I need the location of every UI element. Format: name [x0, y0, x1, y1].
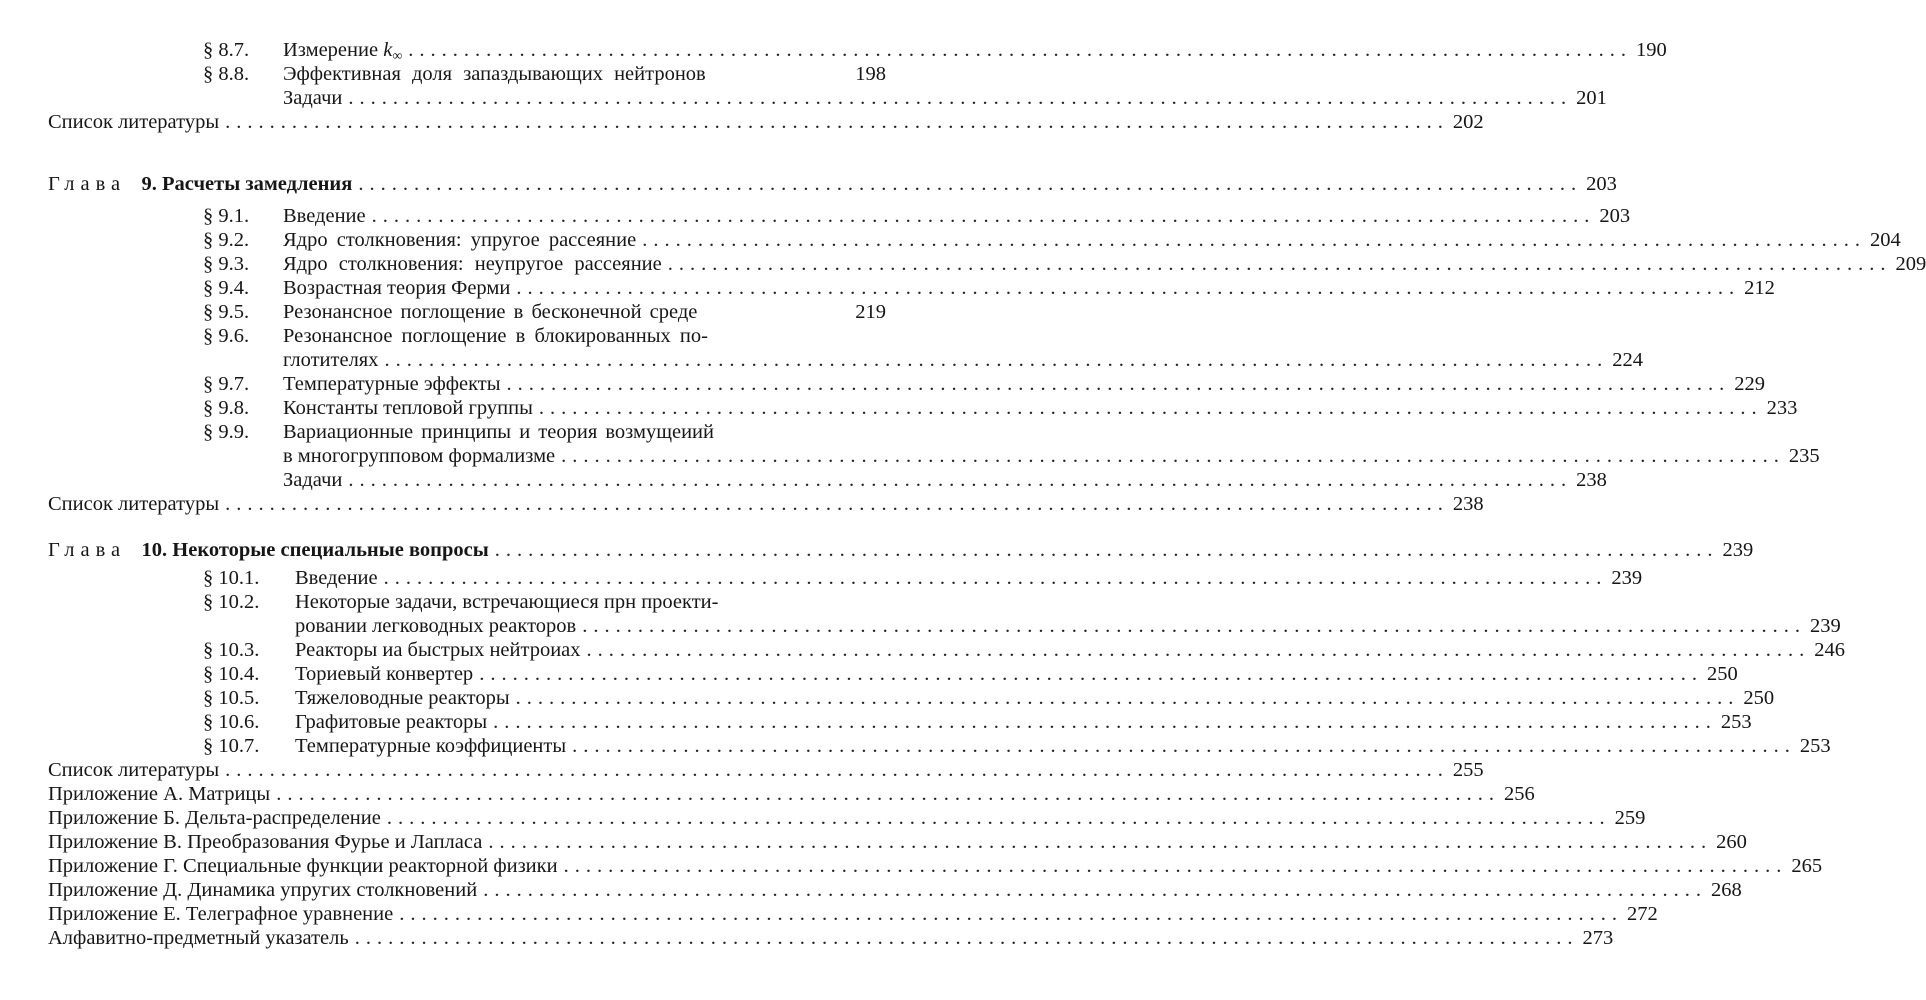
toc-entry-8-7 — [203, 38, 1667, 64]
leader-dots: .............................................................................................................. — [667, 253, 1892, 275]
leader-dots: .............................................................................................................. — [276, 783, 1500, 805]
toc-label: § 9.5. Резонансное поглощение в бесконечной среде — [203, 301, 698, 323]
toc-label: в многогрупповом формализме — [283, 445, 556, 467]
toc-label: § 9.8. Константы тепловой группы — [203, 397, 533, 419]
toc-label: § 8.7. Измерение $k_\infty$ — [203, 39, 403, 64]
toc-label: § 9.7. Температурные эффекты — [203, 373, 501, 395]
toc-entry-appendix-g — [48, 854, 1823, 878]
page-number: 203 — [1586, 173, 1617, 195]
leader-dots: .............................................................................................................. — [516, 277, 1741, 299]
leader-dots: .............................................................................................................. — [494, 539, 1719, 561]
page-number: 204 — [1869, 229, 1901, 251]
toc-entry-10-6 — [203, 710, 1752, 734]
toc-label: ровании легководных реакторов — [295, 615, 577, 637]
leader-dots: .............................................................................................................. — [384, 349, 1609, 371]
page-number: 268 — [1710, 879, 1742, 901]
toc-entry-9-5 — [203, 300, 886, 324]
leader-dots: .............................................................................................................. — [348, 469, 1573, 491]
toc-label: Задачи — [283, 469, 343, 491]
page-number: 239 — [1722, 539, 1754, 561]
toc-entry-10-2-cont — [295, 614, 1841, 638]
toc-label: § 9.6. Резонансное поглощение в блокированных по- — [203, 325, 708, 347]
page-number: 250 — [1706, 663, 1738, 685]
leader-dots: .............................................................................................................. — [358, 173, 1583, 195]
leader-dots: .............................................................................................................. — [582, 615, 1806, 637]
page-number: 190 — [1636, 39, 1667, 61]
toc-label: § 9.2. Ядро столкновения: упругое рассеяние — [203, 229, 637, 251]
toc-label: Список литературы — [48, 111, 220, 133]
leader-dots: .............................................................................................................. — [642, 229, 1866, 251]
chapter-heading: Глава 10. Некоторые специальные вопросы — [48, 539, 489, 561]
toc-entry-appendix-d — [48, 878, 1742, 902]
toc-label: Приложение В. Преобразования Фурье и Лапласа — [48, 831, 483, 853]
page-number: 265 — [1791, 855, 1823, 877]
toc-entry-9-6 — [203, 324, 886, 348]
page-number: 212 — [1744, 277, 1775, 299]
page-number: 238 — [1576, 469, 1607, 491]
leader-dots: .............................................................................................................. — [586, 639, 1811, 661]
toc-entry-9-9-cont — [283, 444, 1820, 468]
page-number: 253 — [1720, 711, 1752, 733]
page-number: 219 — [855, 301, 886, 323]
leader-dots: .............................................................................................................. — [493, 711, 1717, 733]
leader-dots: .............................................................................................................. — [561, 445, 1785, 467]
toc-label: Приложение Г. Специальные функции реакторной физики — [48, 855, 558, 877]
page-number: 203 — [1599, 205, 1631, 227]
toc-entry-references-8 — [48, 110, 1484, 134]
toc-label: Список литературы — [48, 493, 220, 515]
toc-entry-9-7 — [203, 372, 1766, 396]
toc-entry-9-8 — [203, 396, 1798, 420]
toc-entry-10-4 — [203, 662, 1738, 686]
toc-entry-appendix-a — [48, 782, 1535, 806]
toc-entry-10-5 — [203, 686, 1775, 710]
page-number: 202 — [1452, 111, 1484, 133]
toc-label: § 9.3. Ядро столкновения: неупругое рассеяние — [203, 253, 662, 275]
toc-entry-tasks-8 — [283, 86, 1607, 110]
page-number: 198 — [855, 63, 886, 85]
toc-entry-10-1 — [203, 566, 1643, 590]
leader-dots: .............................................................................................................. — [354, 927, 1579, 949]
leader-dots: .............................................................................................................. — [572, 735, 1796, 757]
page-number: 229 — [1734, 373, 1766, 395]
page-number: 209 — [1895, 253, 1926, 275]
leader-dots: .............................................................................................................. — [483, 879, 1707, 901]
page-number: 239 — [1611, 567, 1643, 589]
leader-dots: .............................................................................................................. — [408, 39, 1633, 61]
leader-dots: .............................................................................................................. — [371, 205, 1596, 227]
toc-entry-10-7 — [203, 734, 1831, 758]
toc-chapter-10 — [48, 538, 1754, 562]
page-number: 238 — [1452, 493, 1484, 515]
page-number: 273 — [1582, 927, 1614, 949]
toc-label: § 10.5. Тяжеловодные реакторы — [203, 687, 510, 709]
toc-entry-8-8 — [203, 62, 886, 86]
toc-label: § 9.1. Введение — [203, 205, 366, 227]
toc-label: Алфавитно-предметный указатель — [48, 927, 349, 949]
page-number: 260 — [1716, 831, 1747, 853]
toc-entry-9-1 — [203, 204, 1631, 228]
page-number: 246 — [1814, 639, 1846, 661]
page-number: 256 — [1503, 783, 1535, 805]
toc-label: Приложение Е. Телеграфное уравнение — [48, 903, 394, 925]
toc-entry-9-9 — [203, 420, 886, 444]
leader-dots: .............................................................................................................. — [563, 855, 1788, 877]
toc-label: Список литературы — [48, 759, 220, 781]
toc-label: § 10.6. Графитовые реакторы — [203, 711, 488, 733]
chapter-heading: Глава 9. Расчеты замедления — [48, 173, 353, 195]
toc-label: § 10.4. Ториевый конвертер — [203, 663, 474, 685]
toc-label: Приложение А. Матрицы — [48, 783, 271, 805]
page-number: 255 — [1452, 759, 1484, 781]
toc-entry-10-3 — [203, 638, 1846, 662]
leader-dots: .............................................................................................................. — [225, 111, 1449, 133]
toc-label: § 8.8. Эффективная доля запаздывающих нейтронов — [203, 63, 706, 85]
toc-entry-tasks-9 — [283, 468, 1607, 492]
page-number: 233 — [1766, 397, 1798, 419]
page-number: 272 — [1626, 903, 1658, 925]
page-number: 259 — [1614, 807, 1646, 829]
toc-label: § 9.4. Возрастная теория Ферми — [203, 277, 511, 299]
page-number: 253 — [1799, 735, 1831, 757]
toc-entry-9-6-cont — [283, 348, 1643, 372]
leader-dots: .............................................................................................................. — [399, 903, 1623, 925]
toc-label: глотителях — [283, 349, 379, 371]
leader-dots: .............................................................................................................. — [515, 687, 1740, 709]
page-number: 250 — [1743, 687, 1775, 709]
leader-dots: .............................................................................................................. — [488, 831, 1713, 853]
toc-label: § 10.2. Некоторые задачи, встречающиеся прн проекти- — [203, 591, 719, 613]
toc-entry-references-9 — [48, 492, 1484, 516]
page-number: 239 — [1809, 615, 1841, 637]
leader-dots: .............................................................................................................. — [479, 663, 1703, 685]
toc-label: Задачи — [283, 87, 343, 109]
toc-entry-appendix-v — [48, 830, 1747, 854]
toc-label: § 9.9. Вариационные принципы и теория возмущеиий — [203, 421, 714, 443]
page-number: 201 — [1576, 87, 1607, 109]
toc-entry-index — [48, 926, 1614, 950]
toc-label: § 10.1. Введение — [203, 567, 378, 589]
toc-entry-9-4 — [203, 276, 1775, 300]
toc-entry-10-2 — [203, 590, 886, 614]
leader-dots: .............................................................................................................. — [225, 759, 1449, 781]
leader-dots: .............................................................................................................. — [383, 567, 1608, 589]
leader-dots: .............................................................................................................. — [348, 87, 1573, 109]
toc-entry-references-10 — [48, 758, 1484, 782]
toc-entry-appendix-e — [48, 902, 1658, 926]
page-number: 224 — [1612, 349, 1643, 371]
leader-dots: .............................................................................................................. — [538, 397, 1763, 419]
toc-chapter-9 — [48, 172, 1617, 196]
page-number: 235 — [1788, 445, 1820, 467]
toc-entry-9-3 — [203, 252, 1926, 276]
toc-entry-9-2 — [203, 228, 1901, 252]
toc-label: § 10.7. Температурные коэффициенты — [203, 735, 567, 757]
toc-entry-appendix-b — [48, 806, 1646, 830]
toc-label: Приложение Б. Дельта-распределение — [48, 807, 381, 829]
leader-dots: .............................................................................................................. — [225, 493, 1449, 515]
leader-dots: .............................................................................................................. — [506, 373, 1731, 395]
toc-label: § 10.3. Реакторы иа быстрых нейтроиах — [203, 639, 581, 661]
toc-label: Приложение Д. Динамика упругих столкновений — [48, 879, 478, 901]
leader-dots: .............................................................................................................. — [386, 807, 1611, 829]
